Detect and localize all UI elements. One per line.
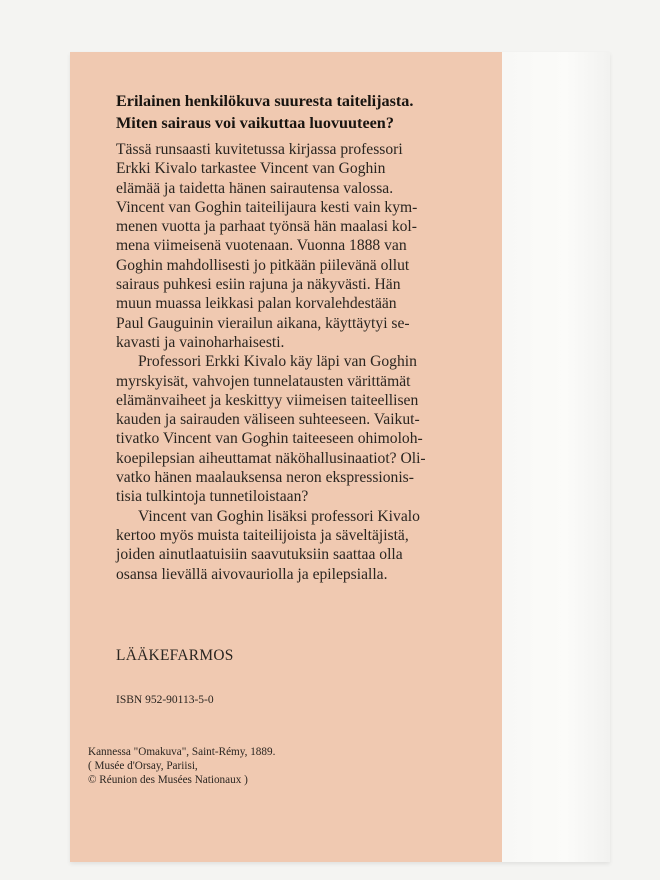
text-line: tivatko Vincent van Goghin taiteeseen ohimoloh- — [116, 430, 423, 448]
headline-line: Miten sairaus voi vaikuttaa luovuuteen? — [116, 114, 394, 132]
text-line: koepilepsian aiheuttamat näköhallusinaatiot? Oli- — [116, 449, 426, 467]
text-line: Professori Erkki Kivalo käy läpi van Goghin — [138, 353, 417, 371]
isbn-number: ISBN 952-90113-5-0 — [116, 694, 214, 706]
headline-line: Erilainen henkilökuva suuresta taitelijasta. — [116, 92, 414, 110]
book-back-cover — [70, 52, 610, 862]
text-line: elämänvaiheet ja keskittyy viimeisen taiteellisen — [116, 391, 419, 409]
text-line: kertoo myös muista taiteilijoista ja säveltäjistä, — [116, 526, 409, 544]
text-line: joiden ainutlaatuisiin saavutuksiin saattaa olla — [116, 546, 403, 564]
text-line: mena viimeisenä vuotenaan. Vuonna 1888 van — [116, 237, 407, 255]
cover-white-strip — [502, 52, 610, 862]
blurb-paragraph — [116, 140, 496, 352]
text-line: menen vuotta ja parhaat työnsä hän maalasi kol- — [116, 218, 417, 236]
text-line: vatko hänen maalauksensa neron ekspressionis- — [116, 469, 414, 487]
text-line: Paul Gauguinin vierailun aikana, käyttäytyi se- — [116, 314, 410, 332]
text-line: sairaus puhkesi esiin rajuna ja näkyvästi. Hän — [116, 276, 401, 294]
text-line: muun muassa leikkasi palan korvalehdestään — [116, 295, 397, 313]
text-line: Vincent van Goghin lisäksi professori Kivalo — [138, 507, 420, 525]
text-line: tisia tulkintoja tunnetiloistaan? — [116, 488, 309, 506]
blurb-text — [116, 140, 496, 584]
blurb-paragraph — [116, 352, 496, 506]
peach-text-panel — [70, 52, 502, 862]
text-line: Goghin mahdollisesti jo pitkään piilevänä ollut — [116, 256, 410, 274]
headline — [116, 90, 496, 134]
text-line: kavasti ja vainoharhaisesti. — [116, 333, 285, 351]
credit-line: Kannessa "Omakuva", Saint-Rémy, 1889. — [88, 746, 276, 758]
text-line: Tässä runsaasti kuvitetussa kirjassa professori — [116, 141, 403, 158]
text-line: osansa lievällä aivovauriolla ja epilepsialla. — [116, 565, 388, 583]
text-line: Vincent van Goghin taiteilijaura kesti vain kym- — [116, 198, 418, 216]
cover-image-credits — [88, 745, 275, 788]
text-line: Erkki Kivalo tarkastee Vincent van Goghin — [116, 160, 386, 178]
text-line: kauden ja sairauden väliseen suhteeseen. Vaikut- — [116, 411, 420, 429]
credit-line: ( Musée d'Orsay, Pariisi, — [88, 760, 198, 773]
credit-line: © Réunion des Musées Nationaux ) — [88, 774, 248, 787]
text-line: myrskyisät, vahvojen tunnelatausten värittämät — [116, 372, 411, 390]
text-line: elämää ja taidetta hänen sairautensa valossa. — [116, 179, 394, 197]
publisher-name: LÄÄKEFARMOS — [116, 647, 234, 664]
blurb-paragraph — [116, 507, 496, 584]
